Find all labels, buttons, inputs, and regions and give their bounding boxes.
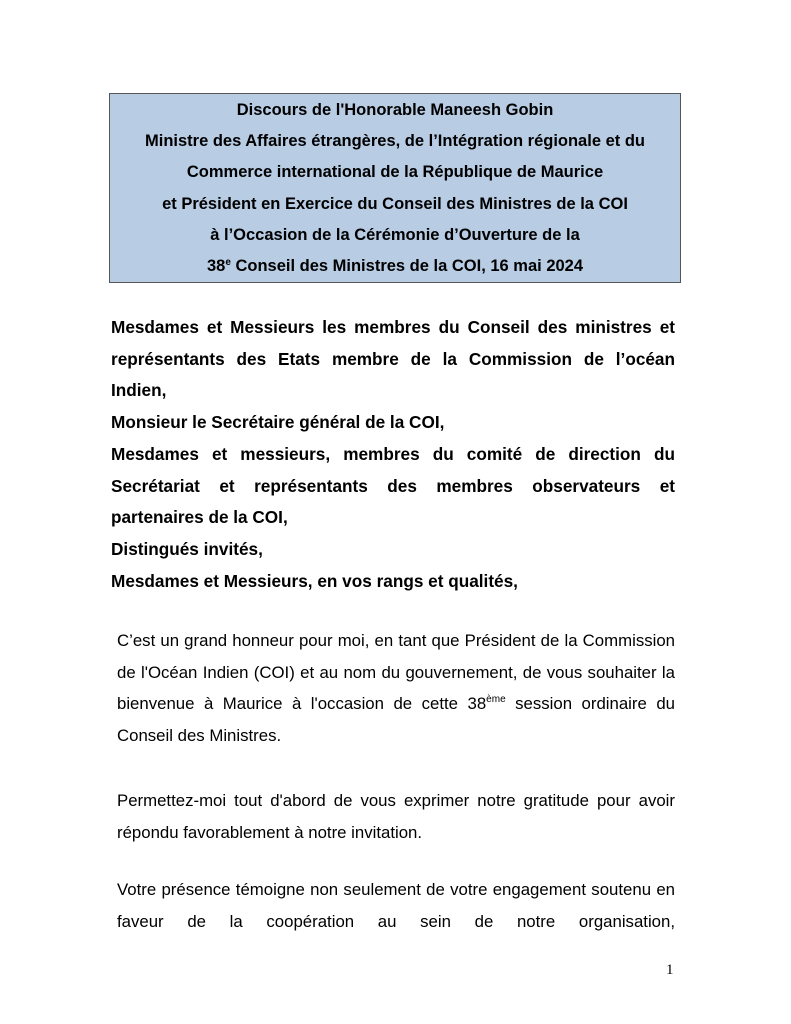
title-role-line-1: Ministre des Affaires étrangères, de l’Intégration régionale et du — [144, 132, 645, 151]
salutation-guests: Distingués invités, — [111, 538, 263, 559]
salutation-secretary-general: Monsieur le Secrétaire général de la COI, — [111, 412, 445, 433]
title-event-rest: Conseil des Ministres de la COI, 16 mai 2024 — [230, 257, 584, 276]
paragraph-presence: Votre présence témoigne non seulement de votre engagement soutenu en faveur de la coopération au sein de notre organisation, — [117, 880, 675, 931]
title-ordinal-suffix: e — [225, 257, 231, 269]
welcome-text-end: session ordinaire du Conseil des Ministres. — [117, 694, 675, 745]
paragraph-gratitude: Permettez-moi tout d'abord de vous exprimer notre gratitude pour avoir répondu favorablement à notre invitation. — [117, 791, 675, 842]
salutation-ministers: Mesdames et Messieurs les membres du Conseil des ministres et représentants des Etats membre de la Commission de l’océan Indien, — [111, 317, 675, 401]
salutation-audience: Mesdames et Messieurs, en vos rangs et qualités, — [111, 570, 518, 591]
salutation-committee: Mesdames et messieurs, membres du comité de direction du Secrétariat et représentants des membres observateurs et partenaires de la COI, — [111, 443, 675, 528]
welcome-text: C’est un grand honneur pour moi, en tant que Président de la Commission de l'Océan Indien (COI) et au nom du gouvernement, de vous souhaiter la bienvenue à Maurice à l'occasion de cette 38 — [117, 631, 675, 714]
welcome-ordinal-suffix: ème — [486, 694, 506, 706]
title-role-line-2: Commerce international de la République de Maurice — [186, 163, 604, 182]
page-number: 1 — [666, 962, 674, 978]
title-role-line-3: et Président en Exercice du Conseil des Ministres de la COI — [162, 194, 628, 213]
title-event-date — [110, 251, 680, 282]
title-occasion: à l’Occasion de la Cérémonie d’Ouverture de la — [210, 225, 580, 244]
title-speaker: Discours de l'Honorable Maneesh Gobin — [236, 101, 554, 119]
paragraph-welcome — [117, 625, 675, 751]
salutations-block — [111, 312, 675, 597]
speech-title-box — [109, 93, 681, 283]
title-session-number: 38 — [206, 257, 226, 276]
